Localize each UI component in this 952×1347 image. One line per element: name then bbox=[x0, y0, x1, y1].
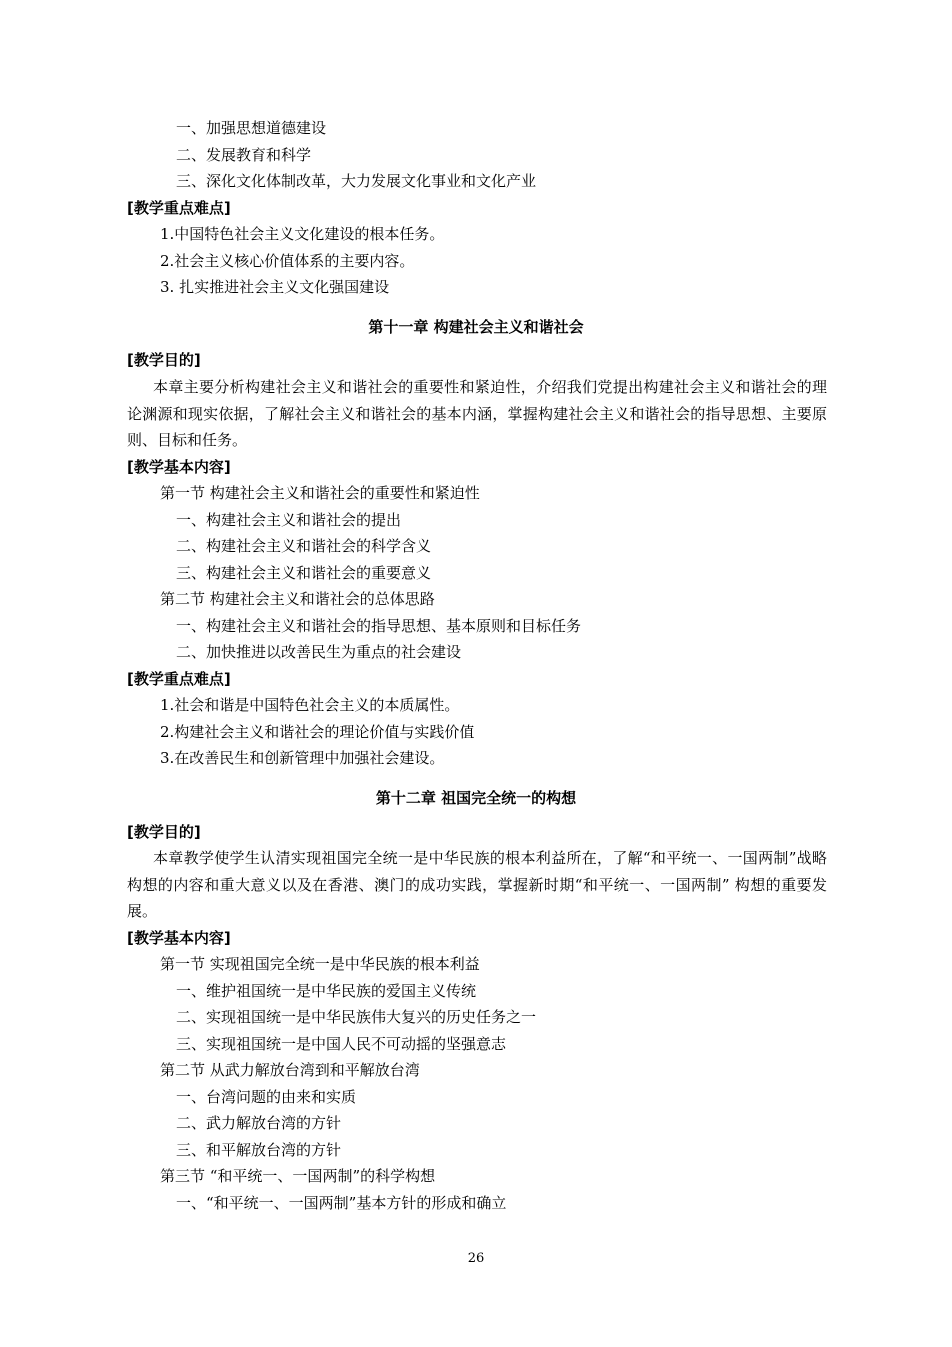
section-title: 第二节 从武力解放台湾到和平解放台湾 bbox=[160, 1061, 420, 1079]
section-heading-key-points: [教学重点难点] bbox=[127, 199, 231, 217]
section-title: 第三节 “和平统一、一国两制”的科学构想 bbox=[160, 1167, 436, 1185]
chapter-title: 第十一章 构建社会主义和谐社会 bbox=[368, 318, 584, 336]
list-item: 一、加强思想道德建设 bbox=[176, 119, 327, 137]
section-title: 第一节 构建社会主义和谐社会的重要性和紧迫性 bbox=[160, 484, 480, 502]
list-item: 二、发展教育和科学 bbox=[176, 146, 312, 164]
section-title: 第一节 实现祖国完全统一是中华民族的根本利益 bbox=[160, 955, 480, 973]
list-item: 二、加快推进以改善民生为重点的社会建设 bbox=[176, 643, 462, 661]
list-item: 三、和平解放台湾的方针 bbox=[176, 1141, 342, 1159]
list-item: 三、深化文化体制改革，大力发展文化事业和文化产业 bbox=[176, 172, 537, 190]
purpose-paragraph: 本章主要分析构建社会主义和谐社会的重要性和紧迫性，介绍我们党提出构建社会主义和谐社会的理论渊源和现实依据，了解社会主义和谐社会的基本内涵，掌握构建社会主义和谐社会的指导思想、主要原则、目标和任务。 bbox=[127, 378, 827, 449]
section-heading-content: [教学基本内容] bbox=[127, 929, 231, 947]
list-item: 2.社会主义核心价值体系的主要内容。 bbox=[160, 252, 415, 270]
list-item: 一、“和平统一、一国两制”基本方针的形成和确立 bbox=[176, 1194, 507, 1212]
chapter-title: 第十二章 祖国完全统一的构想 bbox=[375, 789, 577, 807]
page-number: 26 bbox=[467, 1251, 485, 1266]
section-heading-content: [教学基本内容] bbox=[127, 458, 231, 476]
list-item: 三、实现祖国统一是中国人民不可动摇的坚强意志 bbox=[176, 1035, 507, 1053]
section-heading-purpose: [教学目的] bbox=[127, 823, 201, 841]
list-item: 3.在改善民生和创新管理中加强社会建设。 bbox=[160, 749, 445, 767]
list-item: 一、台湾问题的由来和实质 bbox=[176, 1088, 357, 1106]
list-item: 2.构建社会主义和谐社会的理论价值与实践价值 bbox=[160, 723, 475, 741]
list-item: 1.社会和谐是中国特色社会主义的本质属性。 bbox=[160, 696, 460, 714]
list-item: 3. 扎实推进社会主义文化强国建设 bbox=[160, 278, 390, 296]
list-item: 三、构建社会主义和谐社会的重要意义 bbox=[176, 564, 432, 582]
list-item: 一、构建社会主义和谐社会的提出 bbox=[176, 511, 402, 529]
list-item: 一、构建社会主义和谐社会的指导思想、基本原则和目标任务 bbox=[176, 617, 582, 635]
list-item: 二、武力解放台湾的方针 bbox=[176, 1114, 342, 1132]
section-heading-key-points: [教学重点难点] bbox=[127, 670, 231, 688]
purpose-paragraph: 本章教学使学生认清实现祖国完全统一是中华民族的根本利益所在，了解“和平统一、一国两制”战略构想的内容和重大意义以及在香港、澳门的成功实践，掌握新时期“和平统一、一国两制” 构想的重要发展。 bbox=[127, 849, 827, 920]
list-item: 一、维护祖国统一是中华民族的爱国主义传统 bbox=[176, 982, 477, 1000]
section-heading-purpose: [教学目的] bbox=[127, 351, 201, 369]
list-item: 二、实现祖国统一是中华民族伟大复兴的历史任务之一 bbox=[176, 1008, 537, 1026]
list-item: 二、构建社会主义和谐社会的科学含义 bbox=[176, 537, 432, 555]
section-title: 第二节 构建社会主义和谐社会的总体思路 bbox=[160, 590, 435, 608]
list-item: 1.中国特色社会主义文化建设的根本任务。 bbox=[160, 225, 445, 243]
